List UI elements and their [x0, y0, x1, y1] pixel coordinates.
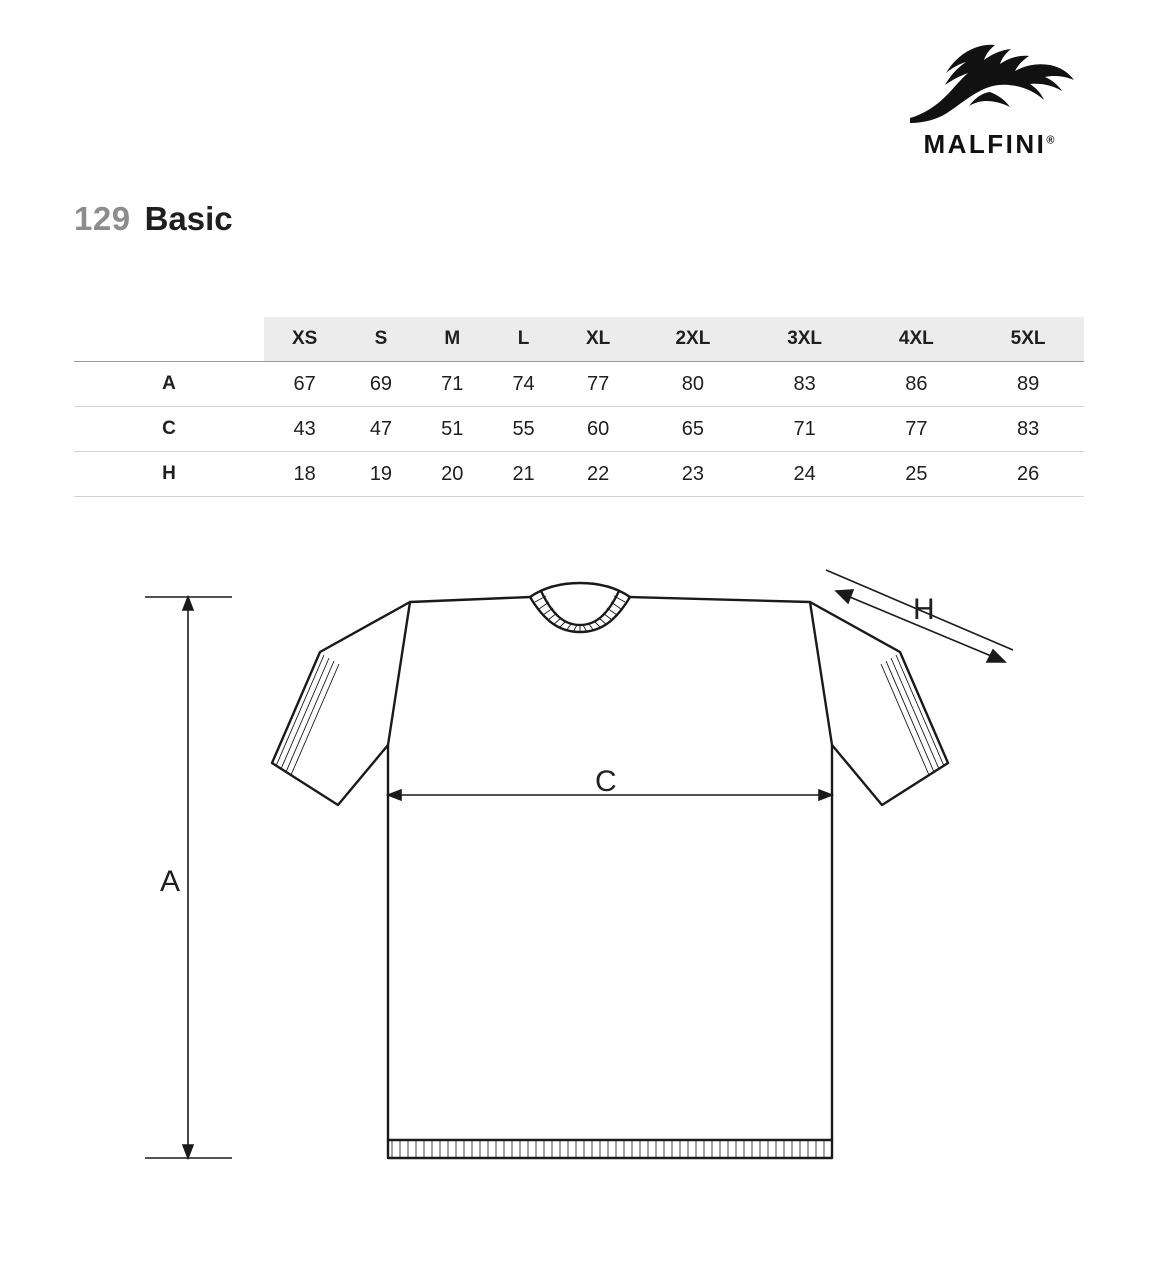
col-header-4xl: 4XL: [860, 317, 972, 362]
row-label-h: H: [74, 452, 264, 497]
table-header-row: [74, 317, 1084, 362]
dimension-label-c: C: [595, 765, 617, 798]
cell-a-4xl: 86: [860, 362, 972, 407]
brand-name: MALFINI®: [923, 129, 1055, 159]
cell-h-l: 21: [488, 452, 559, 497]
cell-a-5xl: 89: [972, 362, 1084, 407]
table-row: [74, 362, 1084, 407]
table-corner-cell: [74, 317, 264, 362]
col-header-3xl: 3XL: [749, 317, 861, 362]
product-code: 129: [74, 200, 131, 237]
table-row: [74, 452, 1084, 497]
registered-mark: ®: [1046, 134, 1055, 147]
col-header-5xl: 5XL: [972, 317, 1084, 362]
col-header-l: L: [488, 317, 559, 362]
cell-c-3xl: 71: [749, 407, 861, 452]
row-label-c: C: [74, 407, 264, 452]
brand-logo: [894, 40, 1084, 160]
table-body: [74, 362, 1084, 497]
table-header: [74, 317, 1084, 362]
cell-c-5xl: 83: [972, 407, 1084, 452]
cell-c-l: 55: [488, 407, 559, 452]
size-table: [74, 317, 1084, 497]
cell-c-xl: 60: [559, 407, 637, 452]
cell-c-2xl: 65: [637, 407, 749, 452]
col-header-xs: XS: [264, 317, 345, 362]
page-title: [74, 200, 233, 238]
cell-a-3xl: 83: [749, 362, 861, 407]
tshirt-diagram: [0, 540, 1158, 1240]
cell-h-3xl: 24: [749, 452, 861, 497]
cell-a-s: 69: [345, 362, 416, 407]
cell-h-2xl: 23: [637, 452, 749, 497]
cell-c-m: 51: [417, 407, 488, 452]
row-label-a: A: [74, 362, 264, 407]
cell-a-l: 74: [488, 362, 559, 407]
cell-c-s: 47: [345, 407, 416, 452]
col-header-2xl: 2XL: [637, 317, 749, 362]
cell-a-2xl: 80: [637, 362, 749, 407]
eagle-icon: [902, 40, 1077, 125]
cell-h-m: 20: [417, 452, 488, 497]
cell-h-4xl: 25: [860, 452, 972, 497]
dimension-label-h: H: [913, 593, 935, 626]
col-header-m: M: [417, 317, 488, 362]
col-header-s: S: [345, 317, 416, 362]
cell-h-xl: 22: [559, 452, 637, 497]
cell-a-xl: 77: [559, 362, 637, 407]
product-name: Basic: [144, 200, 233, 237]
cell-c-4xl: 77: [860, 407, 972, 452]
col-header-xl: XL: [559, 317, 637, 362]
dimension-label-a: A: [160, 865, 181, 898]
cell-h-5xl: 26: [972, 452, 1084, 497]
cell-h-s: 19: [345, 452, 416, 497]
table-row: [74, 407, 1084, 452]
cell-c-xs: 43: [264, 407, 345, 452]
cell-a-m: 71: [417, 362, 488, 407]
cell-a-xs: 67: [264, 362, 345, 407]
cell-h-xs: 18: [264, 452, 345, 497]
